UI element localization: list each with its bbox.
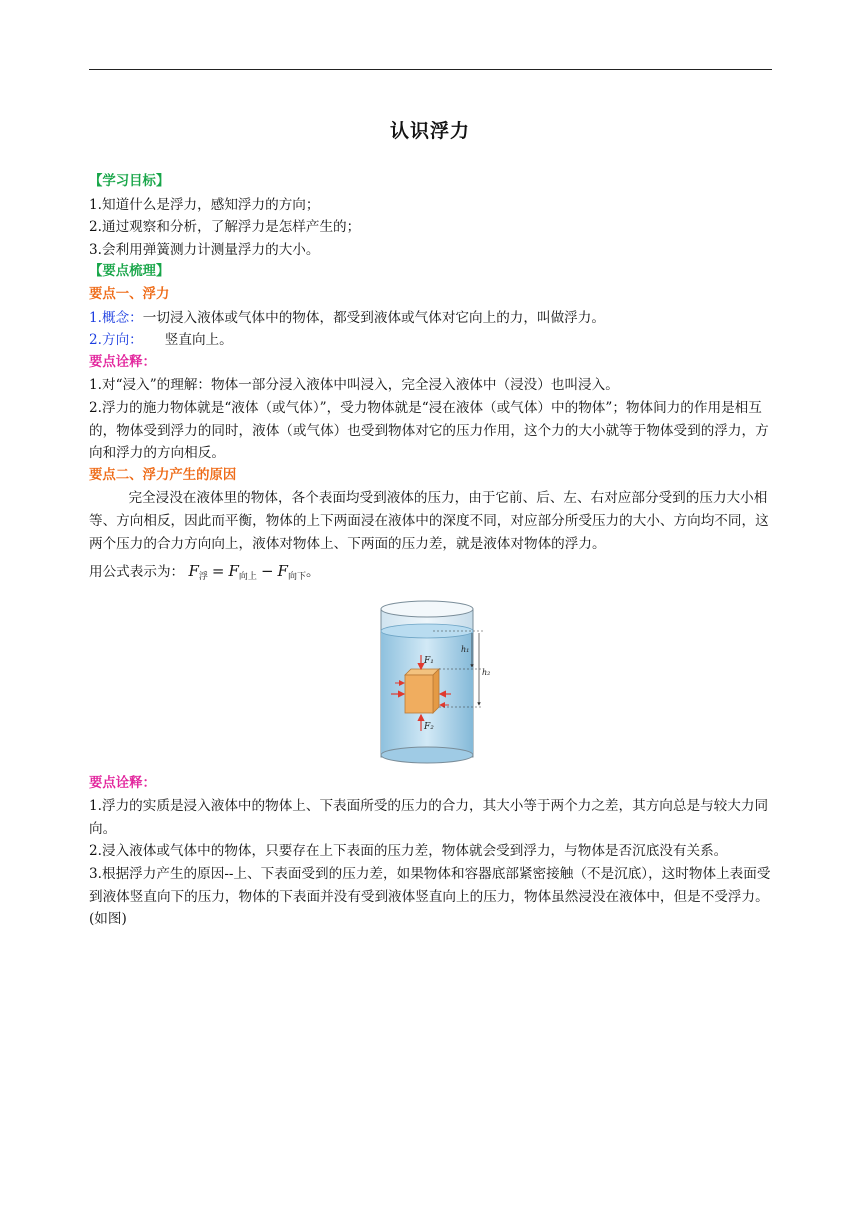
objective-item: 2.通过观察和分析，了解浮力是怎样产生的； [89,219,361,236]
point1-heading: 要点一、浮力 [89,286,170,302]
formula-prefix: 用公式表示为： [89,564,185,581]
label-h2: h₂ [482,667,491,677]
explain-item: 2.浸入液体或气体中的物体，只要存在上下表面的压力差，物体就会受到浮力，与物体是否沉底没有关系。 [89,843,728,860]
point2-paragraph: 完全浸没在液体里的物体，各个表面均受到液体的压力，由于它前、后、左、右对应部分受到的压力大小相等、方向相反，因此而平衡，物体的上下两面浸在液体中的深度不同，对应部分所受压力的大小、方向均不同，这两个压力的合力方向向上，液体对物体上、下两面的压力差，就是液体对物体的浮力。 [89,490,769,552]
cylinder-diagram [371,597,501,765]
direction-line [89,329,775,352]
page-title: 认识浮力 [389,120,470,142]
explain-item: 1.浮力的实质是浸入液体中的物体上、下表面所受的压力的合力，其大小等于两个力之差，其方向总是与较大力同向。 [89,798,769,837]
header-rule [89,69,772,70]
objective-item: 1.知道什么是浮力，感知浮力的方向； [89,196,320,213]
explain2-heading: 要点诠释： [89,775,156,791]
buoyancy-figure [89,597,775,769]
objectives-heading: 【学习目标】 [89,174,170,189]
objective-item: 3.会利用弹簧测力计测量浮力的大小。 [89,241,320,258]
direction-text: 竖直向上。 [164,332,233,349]
label-h1: h₁ [461,644,470,654]
explain-item: 3.根据浮力产生的原因--上、下表面受到的压力差，如果物体和容器底部紧密接触（不是沉底），这时物体上表面受到液体竖直向下的压力，物体的下表面并没有受到液体竖直向上的压力，物体虽然浸没在液体中，但是不受浮力。(如图) [89,866,771,928]
explain-item: 2.浮力的施力物体就是“液体（或气体）”，受力物体就是“浸在液体（或气体）中的物体”；物体间力的作用是相互的，物体受到浮力的同时，液体（或气体）也受到物体对它的压力作用，这个力的大小就等于物体受到的浮力，方向和浮力的方向相反。 [89,399,769,462]
buoyancy-formula: $F_浮 = F_{向上} - F_{向下}$ [188,562,306,583]
explain-item: 1.对“浸入”的理解：物体一部分浸入液体中叫浸入，完全浸入液体中（浸没）也叫浸入。 [89,377,619,394]
direction-label: 2.方向： [89,332,143,349]
summary-heading: 【要点梳理】 [89,264,170,280]
explain1-heading: 要点诠释： [89,354,156,370]
document-body [89,171,775,931]
point2-heading: 要点二、浮力产生的原因 [89,467,237,483]
formula-line: 用公式表示为： $F_浮 = F_{向上} - F_{向下}$。 [89,562,320,583]
label-f2: F₂ [424,721,434,732]
label-f1: F₁ [424,655,434,666]
concept-line [89,307,775,330]
concept-text: 一切浸入液体或气体中的物体，都受到液体或气体对它向上的力，叫做浮力。 [142,309,605,326]
concept-label: 1.概念： [89,309,143,326]
